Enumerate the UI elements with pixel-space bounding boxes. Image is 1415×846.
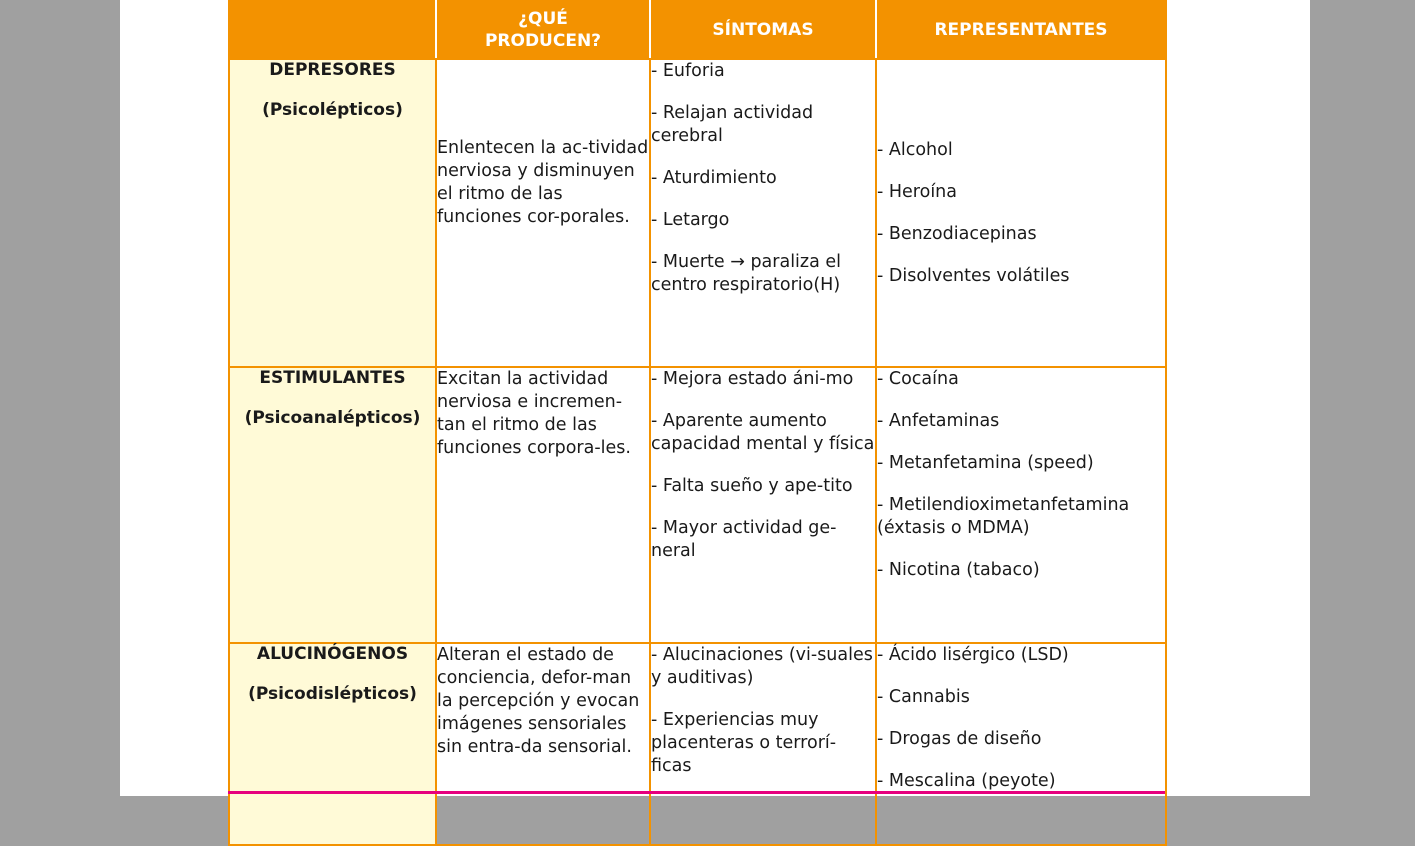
list-item: - Heroína: [877, 181, 957, 202]
examples-cell: [876, 643, 1166, 845]
table-row: [229, 643, 1166, 845]
list-item: - Experiencias muy placenteras o terrorí-ficas: [651, 710, 837, 776]
list-item: - Metanfetamina (speed): [877, 453, 1094, 473]
header-category: [229, 1, 436, 59]
effect-cell: Enlentecen la ac-tividad nerviosa y disminuyen el ritmo de las funciones cor-porales.: [436, 59, 650, 367]
header-effect: ¿QUÉ PRODUCEN?: [436, 1, 650, 59]
list-item: - Benzodiacepinas: [877, 223, 1037, 244]
list-item: - Metilendioximetanfetamina (éxtasis o MDMA): [877, 495, 1130, 538]
bottom-accent-rule: [228, 791, 1165, 794]
list-item: - Relajan actividad cerebral: [651, 103, 814, 146]
list-item: - Aturdimiento: [651, 168, 777, 188]
effect-cell: Excitan la actividad nerviosa e incremen-tan el ritmo de las funciones corpora-les.: [436, 367, 650, 643]
category-name: ALUCINÓGENOS: [256, 644, 409, 664]
list-item: - Falta sueño y ape-tito: [651, 476, 853, 496]
category-subtitle: (Psicoanalépticos): [244, 408, 421, 428]
list-item: - Letargo: [651, 210, 730, 230]
list-item: - Muerte → paraliza el centro respiratorio(H): [651, 252, 842, 295]
examples-cell: [876, 367, 1166, 643]
table-row: [229, 367, 1166, 643]
table-header-row: [229, 1, 1166, 59]
examples-cell: [876, 59, 1166, 367]
list-item: - Mayor actividad ge-neral: [651, 518, 837, 561]
list-item: - Ácido lisérgico (LSD): [877, 645, 1069, 665]
symptoms-cell: [650, 59, 876, 367]
list-item: - Mescalina (peyote): [877, 771, 1056, 791]
document-page: [120, 0, 1310, 796]
category-cell: [229, 643, 436, 845]
effect-cell: Alteran el estado de conciencia, defor-man la percepción y evocan imágenes sensoriales sin entra-da sensorial.: [436, 643, 650, 845]
category-subtitle: (Psicolépticos): [262, 100, 403, 120]
list-item: - Cocaína: [877, 369, 959, 389]
header-examples: REPRESENTANTES: [876, 1, 1166, 59]
list-item: - Nicotina (tabaco): [877, 560, 1040, 580]
list-item: - Alucinaciones (vi-suales y auditivas): [651, 645, 873, 688]
symptoms-cell: [650, 367, 876, 643]
list-item: - Euforia: [651, 61, 725, 81]
list-item: - Disolventes volátiles: [877, 265, 1070, 286]
list-item: - Cannabis: [877, 687, 970, 707]
list-item: - Alcohol: [877, 139, 953, 160]
category-subtitle: (Psicodislépticos): [248, 684, 417, 704]
list-item: - Anfetaminas: [877, 411, 1000, 431]
category-cell: [229, 59, 436, 367]
list-item: - Mejora estado áni-mo: [651, 369, 854, 389]
list-item: - Drogas de diseño: [877, 729, 1042, 749]
drug-classification-table: [228, 0, 1167, 846]
category-name: DEPRESORES: [269, 60, 396, 80]
category-name: ESTIMULANTES: [259, 368, 406, 388]
list-item: - Aparente aumento capacidad mental y física: [651, 411, 875, 454]
table-row: [229, 59, 1166, 367]
header-symptoms: SÍNTOMAS: [650, 1, 876, 59]
category-cell: [229, 367, 436, 643]
symptoms-cell: [650, 643, 876, 845]
